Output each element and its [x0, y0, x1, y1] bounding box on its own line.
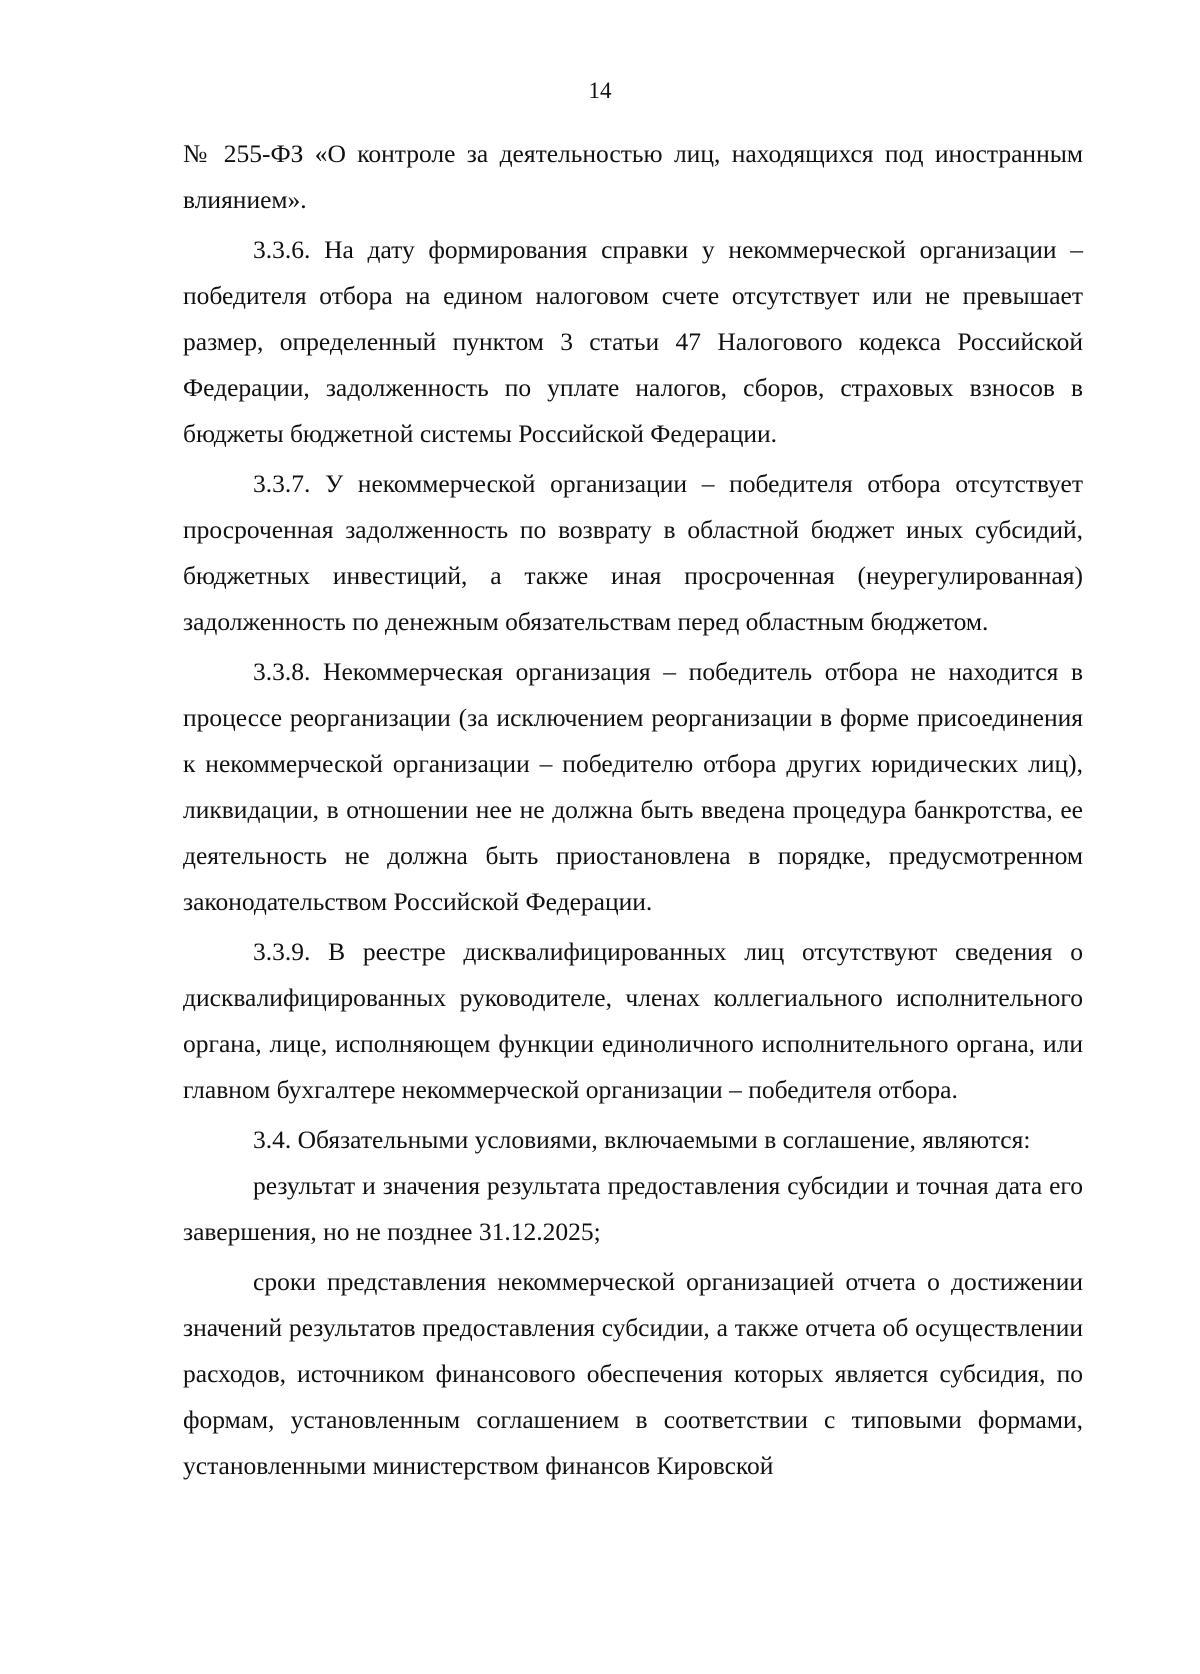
- paragraph-3-3-7: 3.3.7. У некоммерческой организации – победителя отбора отсутствует просроченная задолженность по возврату в областной бюджет иных субсидий, бюджетных инвестиций, а также иная просроченная (неурегулированная) задолженность по денежным обязательствам перед областным бюджетом.: [183, 469, 1083, 636]
- page-number: 14: [588, 78, 612, 103]
- paragraph-report-deadlines: сроки представления некоммерческой организацией отчета о достижении значений результатов предоставления субсидии, а также отчета об осуществлении расходов, источником финансового обеспечения которых является субсидия, по формам, установленным соглашением в соответствии с типовыми формами, установленными министерством финансов Кировской: [183, 1267, 1083, 1480]
- document-body: [183, 131, 1083, 1489]
- paragraph-result-condition: результат и значения результата предоставления субсидии и точная дата его завершения, но не позднее 31.12.2025;: [183, 1171, 1083, 1246]
- paragraph-3-3-9: 3.3.9. В реестре дисквалифицированных лиц отсутствуют сведения о дисквалифицированных руководителе, членах коллегиального исполнительного органа, лице, исполняющем функции единоличного исполнительного органа, или главном бухгалтере некоммерческой организации – победителя отбора.: [183, 937, 1083, 1104]
- paragraph-3-3-8: 3.3.8. Некоммерческая организация – победитель отбора не находится в процессе реорганизации (за исключением реорганизации в форме присоединения к некоммерческой организации – победителю отбора других юридических лиц), ликвидации, в отношении нее не должна быть введена процедура банкротства, ее деятельность не должна быть приостановлена в порядке, предусмотренном законодательством Российской Федерации.: [183, 657, 1083, 916]
- paragraph-law-reference: № 255-ФЗ «О контроле за деятельностью лиц, находящихся под иностранным влиянием».: [183, 139, 1083, 214]
- paragraph-3-3-6: 3.3.6. На дату формирования справки у некоммерческой организации – победителя отбора на едином налоговом счете отсутствует или не превышает размер, определенный пунктом 3 статьи 47 Налогового кодекса Российской Федерации, задолженность по уплате налогов, сборов, страховых взносов в бюджеты бюджетной системы Российской Федерации.: [183, 235, 1083, 448]
- paragraph-3-4: 3.4. Обязательными условиями, включаемыми в соглашение, являются:: [253, 1125, 1031, 1154]
